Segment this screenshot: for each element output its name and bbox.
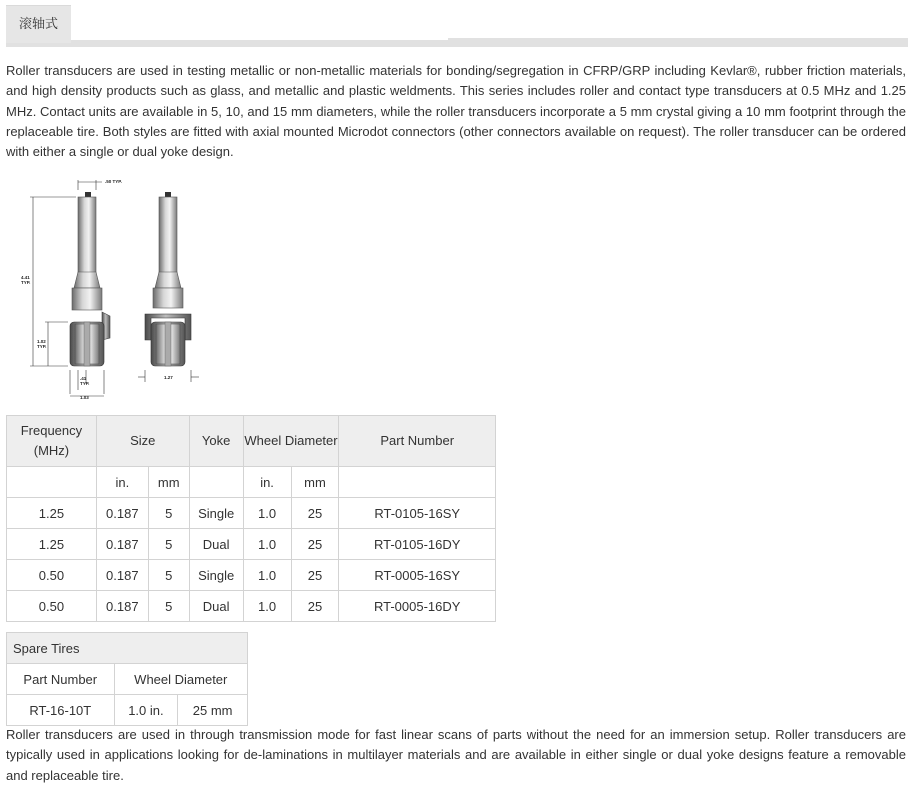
dim-label: 1.02 — [37, 339, 46, 344]
cell-wheel-in: 1.0 — [243, 529, 291, 560]
tab-bar — [6, 5, 908, 47]
dim-label: TYP. — [80, 381, 90, 386]
unit-cell: in. — [96, 467, 148, 498]
cell-part-number: RT-0105-16SY — [339, 498, 496, 529]
cell-yoke: Single — [189, 498, 243, 529]
roller-transducer-drawing — [18, 172, 218, 404]
table-header-row — [7, 664, 248, 695]
cell-size-mm: 5 — [148, 560, 189, 591]
cell-yoke: Single — [189, 560, 243, 591]
dual-yoke-transducer — [145, 192, 191, 366]
dim-label: 1.27 — [164, 375, 173, 380]
table-header-row — [7, 416, 496, 467]
cell-frequency: 1.25 — [7, 498, 97, 529]
cell-size-in: 0.187 — [96, 560, 148, 591]
tab-underline-gap — [71, 38, 448, 40]
cell-yoke: Dual — [189, 591, 243, 622]
spare-tires-table — [6, 632, 248, 726]
dim-label: TYP. — [21, 280, 31, 285]
cell-wheel-mm: 25 — [291, 498, 339, 529]
cell-part-number: RT-0005-16DY — [339, 591, 496, 622]
unit-cell: in. — [243, 467, 291, 498]
cell-wheel-mm: 25 — [291, 529, 339, 560]
unit-cell — [189, 467, 243, 498]
cell-size-mm: 5 — [148, 591, 189, 622]
col-size: Size — [96, 416, 189, 467]
cell-wheel-in: 1.0 — [243, 560, 291, 591]
single-yoke-transducer — [70, 192, 110, 366]
unit-cell — [7, 467, 97, 498]
spare-tires-title: Spare Tires — [7, 633, 248, 664]
col-wheel-diameter: Wheel Diameter — [243, 416, 339, 467]
dim-label: 1.03 — [80, 395, 89, 400]
table-row — [7, 560, 496, 591]
table-row — [7, 695, 248, 726]
cell-size-mm: 5 — [148, 529, 189, 560]
dim-label: .50 TYP. — [105, 179, 122, 184]
cell-wheel-mm: 25 — [291, 560, 339, 591]
cell-wheel-mm: 25 — [291, 591, 339, 622]
col-part-number: Part Number — [7, 664, 115, 695]
unit-cell: mm — [291, 467, 339, 498]
cell-wheel-mm: 25 mm — [178, 695, 248, 726]
cell-wheel-in: 1.0 in. — [114, 695, 178, 726]
cell-size-mm: 5 — [148, 498, 189, 529]
unit-cell: mm — [148, 467, 189, 498]
cell-frequency: 0.50 — [7, 560, 97, 591]
cell-size-in: 0.187 — [96, 529, 148, 560]
col-yoke: Yoke — [189, 416, 243, 467]
intro-paragraph: Roller transducers are used in testing metallic or non-metallic materials for bonding/segregation in CFRP/GRP including Kevlar®, rubber friction materials, and high density products such as glass, and metallic and plastic weldments. This series includes roller and contact type transducers at 0.5 MHz and 1.25 MHz. Contact units are available in 5, 10, and 15 mm diameters, while the roller transducers incorporate a 5 mm crystal giving a 10 mm footprint through the replaceable tire. Both styles are fitted with axial mounted Microdot connectors (other connectors available on request). The roller transducer can be ordered with either a single or dual yoke design. — [6, 63, 906, 160]
cell-yoke: Dual — [189, 529, 243, 560]
cell-wheel-in: 1.0 — [243, 498, 291, 529]
col-part-number: Part Number — [339, 416, 496, 467]
tab-roller[interactable]: 滚轴式 — [6, 5, 71, 43]
table-row — [7, 591, 496, 622]
dim-label: TYP. — [37, 344, 47, 349]
dim-label: .41 — [80, 376, 87, 381]
table-row — [7, 529, 496, 560]
cell-frequency: 1.25 — [7, 529, 97, 560]
cell-part-number: RT-0105-16DY — [339, 529, 496, 560]
outro-paragraph: Roller transducers are used in through transmission mode for fast linear scans of parts without the need for an immersion setup. Roller transducers are typically used in applications looking for de-laminations in multilayer materials and are available in either single or dual yoke designs feature a removable and replaceable tire. — [6, 727, 906, 783]
cell-part-number: RT-16-10T — [7, 695, 115, 726]
dim-label: 4.41 — [21, 275, 30, 280]
cell-frequency: 0.50 — [7, 591, 97, 622]
table-row — [7, 498, 496, 529]
unit-cell — [339, 467, 496, 498]
cell-part-number: RT-0005-16SY — [339, 560, 496, 591]
table-unit-row — [7, 467, 496, 498]
spec-table — [6, 415, 496, 622]
spare-tires-title-row — [7, 633, 248, 664]
cell-size-in: 0.187 — [96, 498, 148, 529]
cell-wheel-in: 1.0 — [243, 591, 291, 622]
col-frequency: Frequency (MHz) — [7, 416, 97, 467]
col-wheel-diameter: Wheel Diameter — [114, 664, 247, 695]
cell-size-in: 0.187 — [96, 591, 148, 622]
